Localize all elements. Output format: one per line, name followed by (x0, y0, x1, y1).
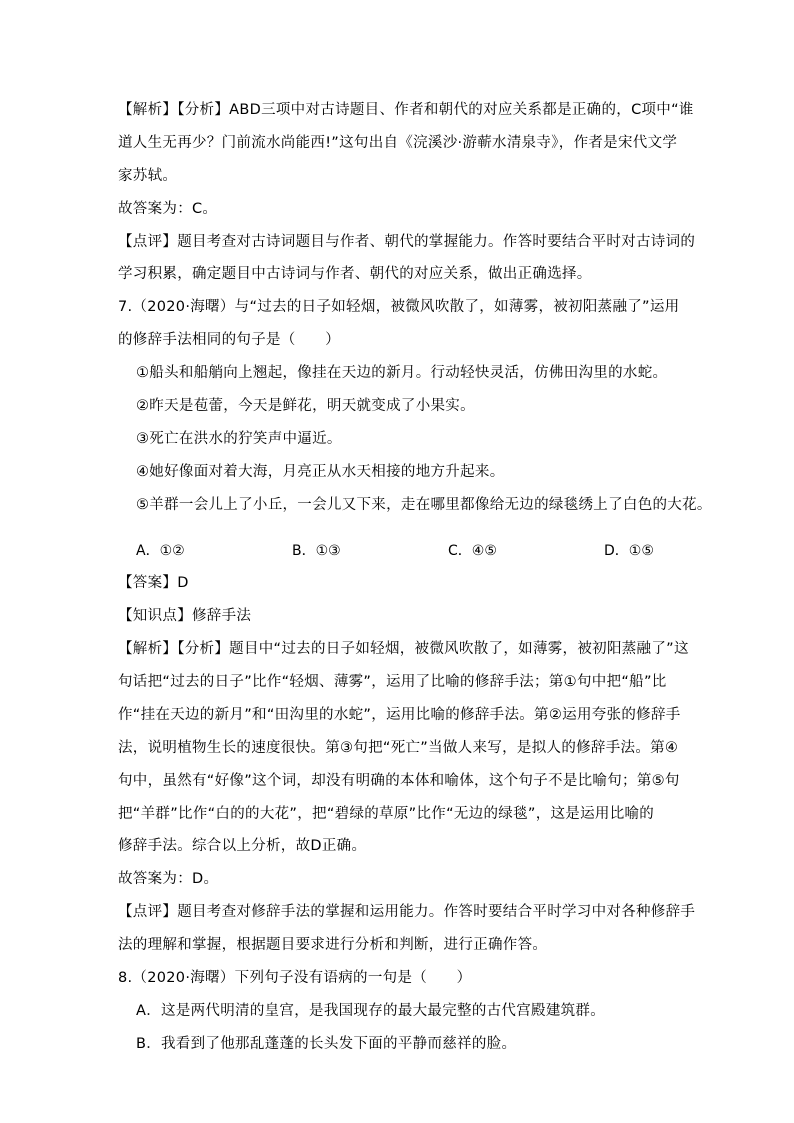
q7-option-d: D．①⑤ (604, 543, 654, 559)
q7-sentence-1: ①船头和船艄向上翘起，像挂在天边的新月。行动轻快灵活，仿佛田沟里的水蛇。 (136, 365, 668, 381)
q7-answer-line: 故答案为：D。 (118, 871, 219, 887)
q7-option-a: A．①② (136, 543, 185, 559)
q7-analysis-line: 句话把“过去的日子”比作“轻烟、薄雾”，运用了比喻的修辞手法；第①句中把“船”比 (118, 674, 667, 690)
q7-stem-line: 的修辞手法相同的句子是（ ） (118, 332, 340, 348)
q7-analysis-line: 把“羊群”比作“白的的大花”，把“碧绿的草原”比作“无边的绿毯”，这是运用比喻的 (118, 806, 655, 822)
q6-comment-line: 【点评】题目考查对古诗词题目与作者、朝代的掌握能力。作答时要结合平时对古诗词的 (118, 234, 696, 250)
q8-option-b: B．我看到了他那乱蓬蓬的长头发下面的平静而慈祥的脸。 (136, 1036, 517, 1052)
q7-knowledge: 【知识点】修辞手法 (118, 608, 252, 624)
q6-answer-line: 故答案为：C。 (118, 201, 218, 217)
q7-analysis-line: 法，说明植物生长的速度很快。第③句把“死亡”当做人来写，是拟人的修辞手法。第④ (118, 740, 679, 756)
q7-sentence-5: ⑤羊群一会儿上了小丘，一会儿又下来，走在哪里都像给无边的绿毯绣上了白色的大花。 (136, 497, 712, 513)
q7-sentence-2: ②昨天是苞蕾，今天是鲜花，明天就变成了小果实。 (136, 398, 475, 414)
q7-analysis-line: 句中，虽然有“好像”这个词，却没有明确的本体和喻体，这个句子不是比喻句；第⑤句 (118, 773, 680, 789)
q6-analysis-line: 道人生无再少？门前流水尚能西!”这句出自《浣溪沙·游蕲水清泉寺》，作者是宋代文学 (118, 135, 678, 151)
q8-option-a: A．这是两代明清的皇宫，是我国现存的最大最完整的古代宫殿建筑群。 (136, 1003, 606, 1019)
q8-stem: 8.（2020·海曙）下列句子没有语病的一句是（ ） (118, 970, 472, 986)
q6-analysis-line: 家苏轼。 (118, 168, 178, 184)
q7-analysis-line: 修辞手法。综合以上分析，故D正确。 (118, 838, 367, 854)
q7-sentence-3: ③死亡在洪水的狞笑声中逼近。 (136, 431, 342, 447)
q7-option-c: C．④⑤ (448, 543, 497, 559)
q6-comment-line: 学习积累，确定题目中古诗词与作者、朝代的对应关系，做出正确选择。 (118, 266, 592, 282)
q7-answer: 【答案】D (118, 575, 189, 591)
q6-analysis-line: 【解析】【分析】ABD三项中对古诗题目、作者和朝代的对应关系都是正确的，C项中“谁 (118, 102, 694, 118)
q7-sentence-4: ④她好像面对着大海，月亮正从水天相接的地方升起来。 (136, 464, 505, 480)
q7-comment-line: 【点评】题目考查对修辞手法的掌握和运用能力。作答时要结合平时学习中对各种修辞手 (118, 904, 696, 920)
q7-analysis-line: 【解析】【分析】题目中“过去的日子如轻烟，被微风吹散了，如薄雾，被初阳蒸融了”这 (118, 641, 689, 657)
q7-analysis-line: 作“挂在天边的新月”和“田沟里的水蛇”，运用比喻的修辞手法。第②运用夸张的修辞手 (118, 707, 681, 723)
q7-stem-line: 7.（2020·海曙）与“过去的日子如轻烟，被微风吹散了，如薄雾，被初阳蒸融了”运用 (118, 299, 680, 315)
q7-comment-line: 法的理解和掌握，根据题目要求进行分析和判断，进行正确作答。 (118, 937, 548, 953)
q7-option-b: B．①③ (292, 543, 341, 559)
